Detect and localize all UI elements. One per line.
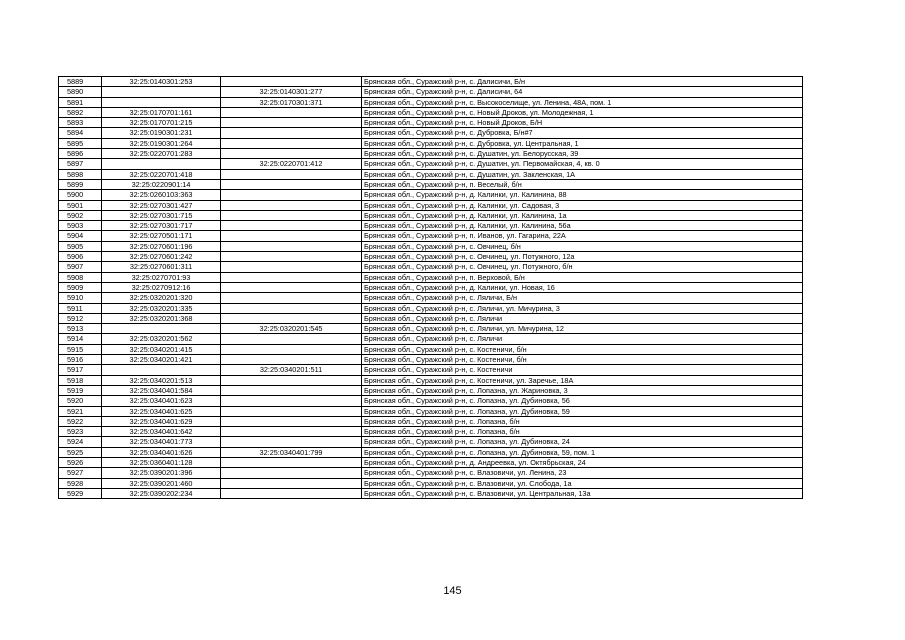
cadastral-number-secondary-cell (221, 344, 362, 354)
row-number-cell: 5915 (59, 344, 102, 354)
address-cell: Брянская обл., Суражский р-н, с. Далисичи, 64 (362, 87, 803, 97)
cadastral-number-cell: 32:25:0340401:626 (102, 447, 221, 457)
address-cell: Брянская обл., Суражский р-н, п. Верховой, Б/н (362, 272, 803, 282)
row-number-cell: 5903 (59, 221, 102, 231)
table-row (59, 97, 803, 107)
row-number-cell: 5890 (59, 87, 102, 97)
address-cell: Брянская обл., Суражский р-н, п. Веселый, б/н (362, 179, 803, 189)
address-cell: Брянская обл., Суражский р-н, д. Калинки, ул. Калинина, 88 (362, 190, 803, 200)
table-row (59, 282, 803, 292)
row-number-cell: 5908 (59, 272, 102, 282)
row-number-cell: 5897 (59, 159, 102, 169)
cadastral-number-cell: 32:25:0320201:335 (102, 303, 221, 313)
address-cell: Брянская обл., Суражский р-н, с. Лопазна, б/н (362, 427, 803, 437)
row-number-cell: 5894 (59, 128, 102, 138)
cadastral-number-cell: 32:25:0190301:264 (102, 138, 221, 148)
cadastral-number-secondary-cell (221, 457, 362, 467)
cadastral-number-cell (102, 87, 221, 97)
cadastral-number-secondary-cell: 32:25:0140301:277 (221, 87, 362, 97)
row-number-cell: 5898 (59, 169, 102, 179)
cadastral-number-cell: 32:25:0270301:427 (102, 200, 221, 210)
cadastral-number-cell: 32:25:0270301:717 (102, 221, 221, 231)
row-number-cell: 5909 (59, 282, 102, 292)
cadastral-number-secondary-cell (221, 149, 362, 159)
cadastral-number-secondary-cell (221, 200, 362, 210)
cadastral-number-secondary-cell (221, 488, 362, 498)
cadastral-number-secondary-cell (221, 303, 362, 313)
cadastral-number-cell (102, 97, 221, 107)
row-number-cell: 5923 (59, 427, 102, 437)
address-cell: Брянская обл., Суражский р-н, с. Высокоселище, ул. Ленина, 48А, пом. 1 (362, 97, 803, 107)
address-cell: Брянская обл., Суражский р-н, с. Овчинец, ул. Потужного, б/н (362, 262, 803, 272)
row-number-cell: 5921 (59, 406, 102, 416)
row-number-cell: 5895 (59, 138, 102, 148)
cadastral-number-secondary-cell: 32:25:0220701:412 (221, 159, 362, 169)
cadastral-number-secondary-cell (221, 437, 362, 447)
cadastral-number-secondary-cell: 32:25:0340201:511 (221, 365, 362, 375)
row-number-cell: 5922 (59, 416, 102, 426)
cadastral-number-cell: 32:25:0340401:584 (102, 385, 221, 395)
cadastral-number-cell (102, 365, 221, 375)
table-row (59, 396, 803, 406)
table-row (59, 159, 803, 169)
table-row (59, 200, 803, 210)
table-row (59, 313, 803, 323)
address-cell: Брянская обл., Суражский р-н, с. Лопазна, ул. Жариновка, 3 (362, 385, 803, 395)
table-row (59, 385, 803, 395)
row-number-cell: 5911 (59, 303, 102, 313)
cadastral-number-cell: 32:25:0270501:171 (102, 231, 221, 241)
property-register-table (58, 76, 803, 499)
row-number-cell: 5906 (59, 252, 102, 262)
address-cell: Брянская обл., Суражский р-н, с. Костеничи, ул. Заречье, 18А (362, 375, 803, 385)
cadastral-number-cell: 32:25:0390201:460 (102, 478, 221, 488)
table-row (59, 241, 803, 251)
cadastral-number-cell: 32:25:0140301:253 (102, 77, 221, 87)
table-row (59, 87, 803, 97)
address-cell: Брянская обл., Суражский р-н, с. Ляличи (362, 313, 803, 323)
table-row (59, 272, 803, 282)
table-row (59, 77, 803, 87)
row-number-cell: 5928 (59, 478, 102, 488)
cadastral-number-cell: 32:25:0270912:16 (102, 282, 221, 292)
cadastral-number-cell: 32:25:0270601:311 (102, 262, 221, 272)
address-cell: Брянская обл., Суражский р-н, с. Душатин, ул. Первомайская, 4, кв. 0 (362, 159, 803, 169)
row-number-cell: 5918 (59, 375, 102, 385)
row-number-cell: 5900 (59, 190, 102, 200)
address-cell: Брянская обл., Суражский р-н, д. Калинки, ул. Калинина, 1а (362, 210, 803, 220)
row-number-cell: 5892 (59, 107, 102, 117)
cadastral-number-cell: 32:25:0220901:14 (102, 179, 221, 189)
cadastral-number-secondary-cell (221, 179, 362, 189)
row-number-cell: 5902 (59, 210, 102, 220)
cadastral-number-cell: 32:25:0340401:629 (102, 416, 221, 426)
table-row (59, 128, 803, 138)
row-number-cell: 5914 (59, 334, 102, 344)
address-cell: Брянская обл., Суражский р-н, с. Лопазна, б/н (362, 416, 803, 426)
cadastral-number-cell: 32:25:0340401:773 (102, 437, 221, 447)
row-number-cell: 5926 (59, 457, 102, 467)
table-row (59, 262, 803, 272)
cadastral-number-secondary-cell (221, 478, 362, 488)
cadastral-number-secondary-cell (221, 118, 362, 128)
address-cell: Брянская обл., Суражский р-н, с. Душатин, ул. Закленская, 1А (362, 169, 803, 179)
row-number-cell: 5907 (59, 262, 102, 272)
cadastral-number-cell: 32:25:0270701:93 (102, 272, 221, 282)
cadastral-number-cell: 32:25:0170701:215 (102, 118, 221, 128)
table-row (59, 324, 803, 334)
row-number-cell: 5905 (59, 241, 102, 251)
address-cell: Брянская обл., Суражский р-н, с. Лопазна, ул. Дубиновка, 56 (362, 396, 803, 406)
table-row (59, 365, 803, 375)
address-cell: Брянская обл., Суражский р-н, с. Ляличи (362, 334, 803, 344)
cadastral-number-cell: 32:25:0170701:161 (102, 107, 221, 117)
address-cell: Брянская обл., Суражский р-н, с. Влазовичи, ул. Слобода, 1а (362, 478, 803, 488)
table-row (59, 427, 803, 437)
cadastral-number-secondary-cell (221, 375, 362, 385)
row-number-cell: 5910 (59, 293, 102, 303)
address-cell: Брянская обл., Суражский р-н, д. Калинки, ул. Садовая, 3 (362, 200, 803, 210)
address-cell: Брянская обл., Суражский р-н, д. Калинки, ул. Калинина, 56а (362, 221, 803, 231)
table-row (59, 210, 803, 220)
address-cell: Брянская обл., Суражский р-н, с. Костеничи (362, 365, 803, 375)
cadastral-number-cell: 32:25:0340401:625 (102, 406, 221, 416)
table-row (59, 334, 803, 344)
cadastral-number-cell: 32:25:0270601:196 (102, 241, 221, 251)
address-cell: Брянская обл., Суражский р-н, с. Новый Дроков, Б/Н (362, 118, 803, 128)
table-row (59, 149, 803, 159)
row-number-cell: 5912 (59, 313, 102, 323)
cadastral-number-cell: 32:25:0340401:642 (102, 427, 221, 437)
table-row (59, 406, 803, 416)
row-number-cell: 5904 (59, 231, 102, 241)
cadastral-number-cell: 32:25:0320201:562 (102, 334, 221, 344)
table-row (59, 118, 803, 128)
row-number-cell: 5925 (59, 447, 102, 457)
cadastral-number-cell: 32:25:0270601:242 (102, 252, 221, 262)
cadastral-number-cell: 32:25:0220701:283 (102, 149, 221, 159)
table-row (59, 457, 803, 467)
table-row (59, 138, 803, 148)
address-cell: Брянская обл., Суражский р-н, с. Далисичи, Б/н (362, 77, 803, 87)
address-cell: Брянская обл., Суражский р-н, с. Душатин, ул. Белорусская, 39 (362, 149, 803, 159)
table-row (59, 252, 803, 262)
row-number-cell: 5889 (59, 77, 102, 87)
cadastral-number-secondary-cell: 32:25:0170301:371 (221, 97, 362, 107)
cadastral-number-cell: 32:25:0340201:415 (102, 344, 221, 354)
cadastral-number-cell: 32:25:0360401:128 (102, 457, 221, 467)
address-cell: Брянская обл., Суражский р-н, с. Овчинец, б/н (362, 241, 803, 251)
table-row (59, 169, 803, 179)
cadastral-number-cell: 32:25:0260103:363 (102, 190, 221, 200)
address-cell: Брянская обл., Суражский р-н, с. Влазовичи, ул. Центральная, 13а (362, 488, 803, 498)
address-cell: Брянская обл., Суражский р-н, с. Дубровка, ул. Центральная, 1 (362, 138, 803, 148)
cadastral-number-cell: 32:25:0320201:320 (102, 293, 221, 303)
row-number-cell: 5924 (59, 437, 102, 447)
table-row (59, 293, 803, 303)
address-cell: Брянская обл., Суражский р-н, с. Ляличи, ул. Мичурина, 12 (362, 324, 803, 334)
row-number-cell: 5917 (59, 365, 102, 375)
table-row (59, 375, 803, 385)
cadastral-number-secondary-cell (221, 427, 362, 437)
table-row (59, 468, 803, 478)
row-number-cell: 5929 (59, 488, 102, 498)
cadastral-number-secondary-cell (221, 272, 362, 282)
cadastral-number-secondary-cell (221, 252, 362, 262)
row-number-cell: 5899 (59, 179, 102, 189)
cadastral-number-secondary-cell (221, 355, 362, 365)
cadastral-number-cell: 32:25:0320201:368 (102, 313, 221, 323)
cadastral-number-secondary-cell (221, 293, 362, 303)
cadastral-number-secondary-cell (221, 385, 362, 395)
address-cell: Брянская обл., Суражский р-н, с. Костеничи, б/н (362, 344, 803, 354)
table-row (59, 447, 803, 457)
cadastral-number-cell: 32:25:0270301:715 (102, 210, 221, 220)
cadastral-number-secondary-cell (221, 334, 362, 344)
row-number-cell: 5920 (59, 396, 102, 406)
cadastral-number-cell: 32:25:0220701:418 (102, 169, 221, 179)
row-number-cell: 5913 (59, 324, 102, 334)
cadastral-number-secondary-cell (221, 313, 362, 323)
cadastral-number-secondary-cell (221, 138, 362, 148)
row-number-cell: 5927 (59, 468, 102, 478)
table-row (59, 303, 803, 313)
table-row (59, 437, 803, 447)
row-number-cell: 5896 (59, 149, 102, 159)
cadastral-number-secondary-cell (221, 406, 362, 416)
table-body (59, 77, 803, 499)
row-number-cell: 5916 (59, 355, 102, 365)
table-row (59, 179, 803, 189)
row-number-cell: 5919 (59, 385, 102, 395)
cadastral-number-secondary-cell (221, 416, 362, 426)
table-row (59, 416, 803, 426)
table-row (59, 190, 803, 200)
cadastral-number-secondary-cell: 32:25:0320201:545 (221, 324, 362, 334)
cadastral-number-secondary-cell (221, 190, 362, 200)
row-number-cell: 5893 (59, 118, 102, 128)
cadastral-number-cell (102, 159, 221, 169)
cadastral-number-secondary-cell (221, 468, 362, 478)
cadastral-number-secondary-cell (221, 282, 362, 292)
address-cell: Брянская обл., Суражский р-н, д. Андреевка, ул. Октябрьская, 24 (362, 457, 803, 467)
cadastral-number-cell: 32:25:0390201:396 (102, 468, 221, 478)
cadastral-number-secondary-cell (221, 231, 362, 241)
table-row (59, 488, 803, 498)
address-cell: Брянская обл., Суражский р-н, с. Овчинец, ул. Потужного, 12а (362, 252, 803, 262)
cadastral-number-secondary-cell (221, 107, 362, 117)
address-cell: Брянская обл., Суражский р-н, с. Лопазна, ул. Дубиновка, 59 (362, 406, 803, 416)
cadastral-number-secondary-cell (221, 396, 362, 406)
cadastral-number-secondary-cell (221, 221, 362, 231)
cadastral-number-cell: 32:25:0340201:513 (102, 375, 221, 385)
address-cell: Брянская обл., Суражский р-н, с. Влазовичи, ул. Ленина, 23 (362, 468, 803, 478)
table-row (59, 231, 803, 241)
table-row (59, 107, 803, 117)
cadastral-number-secondary-cell (221, 128, 362, 138)
table-row (59, 355, 803, 365)
cadastral-number-cell: 32:25:0340201:421 (102, 355, 221, 365)
cadastral-number-cell: 32:25:0340401:623 (102, 396, 221, 406)
address-cell: Брянская обл., Суражский р-н, с. Костеничи, б/н (362, 355, 803, 365)
cadastral-number-secondary-cell (221, 169, 362, 179)
page-number: 145 (443, 585, 462, 597)
address-cell: Брянская обл., Суражский р-н, с. Новый Дроков, ул. Молодежная, 1 (362, 107, 803, 117)
cadastral-number-cell: 32:25:0390202:234 (102, 488, 221, 498)
address-cell: Брянская обл., Суражский р-н, д. Калинки, ул. Новая, 16 (362, 282, 803, 292)
address-cell: Брянская обл., Суражский р-н, с. Ляличи, Б/н (362, 293, 803, 303)
cadastral-number-secondary-cell (221, 262, 362, 272)
address-cell: Брянская обл., Суражский р-н, с. Лопазна, ул. Дубиновка, 24 (362, 437, 803, 447)
cadastral-number-cell (102, 324, 221, 334)
cadastral-number-cell: 32:25:0190301:231 (102, 128, 221, 138)
table-row (59, 478, 803, 488)
row-number-cell: 5891 (59, 97, 102, 107)
cadastral-number-secondary-cell (221, 241, 362, 251)
address-cell: Брянская обл., Суражский р-н, с. Лопазна, ул. Дубиновка, 59, пом. 1 (362, 447, 803, 457)
table-row (59, 221, 803, 231)
cadastral-number-secondary-cell (221, 210, 362, 220)
cadastral-number-secondary-cell: 32:25:0340401:799 (221, 447, 362, 457)
address-cell: Брянская обл., Суражский р-н, с. Ляличи, ул. Мичурина, 3 (362, 303, 803, 313)
address-cell: Брянская обл., Суражский р-н, п. Иванов, ул. Гагарина, 22А (362, 231, 803, 241)
row-number-cell: 5901 (59, 200, 102, 210)
table-row (59, 344, 803, 354)
cadastral-number-secondary-cell (221, 77, 362, 87)
address-cell: Брянская обл., Суражский р-н, с. Дубровка, Б/н#7 (362, 128, 803, 138)
